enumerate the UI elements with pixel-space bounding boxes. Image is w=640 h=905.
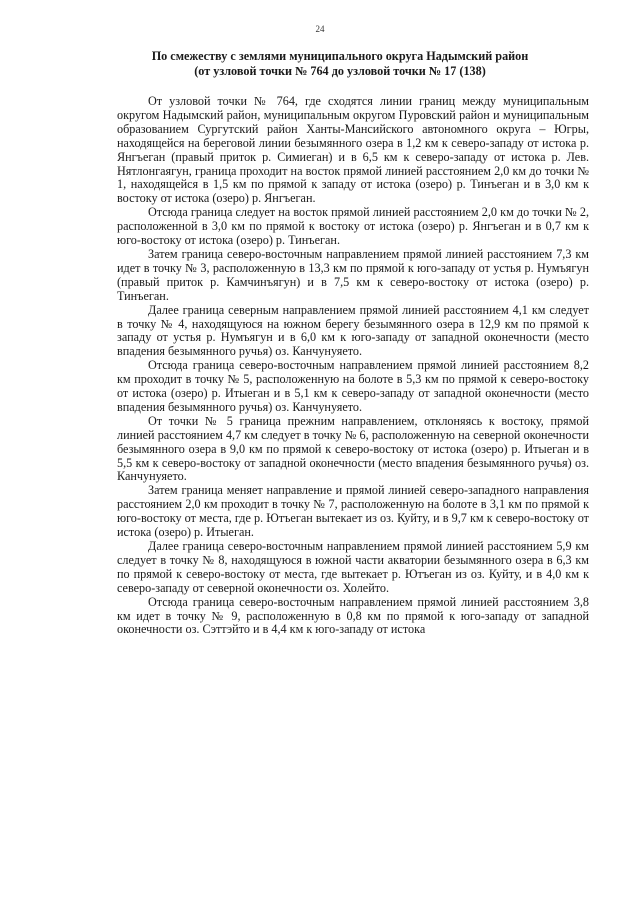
paragraph: От узловой точки № 764, где сходятся линии границ между муниципальным округом Надымский район, муниципальным округом Пуровский район и муниципальным образованием Сургутский район Ханты-Мансийского автономного округа – Югры, находящейся на береговой линии безымянного озера в 1,2 км к северо-западу от истока р. Янгъеган (правый приток р. Симиеган) и в 6,5 км к северо-западу от истока р. Лев. Нятлонгаягун, граница проходит на восток прямой линией расстоянием 2,0 км до точки № 1, находящейся в 1,5 км по прямой к западу от истока (озеро) р. Тинъеган и в 3,0 км к востоку от истока (озеро) р. Янгъеган. bbox=[117, 94, 589, 206]
paragraph: Отсюда граница северо-восточным направлением прямой линией расстоянием 8,2 км проходит в точку № 5, расположенную на болоте в 5,3 км по прямой к северо-востоку от истока (озеро) р. Итыеган и в 5,1 км к северо-западу от западной оконечности (место впадения безымянного ручья) оз. Канчунуяето. bbox=[117, 358, 589, 414]
paragraph: Затем граница северо-восточным направлением прямой линией расстоянием 7,3 км идет в точку № 3, расположенную в 13,3 км по прямой к юго-западу от устья р. Нумъягун (правый приток р. Камчинъягун) и в 7,5 км к северо-востоку от истока (озеро) р. Тинъеган. bbox=[117, 246, 589, 303]
paragraph: Отсюда граница северо-восточным направлением прямой линией расстоянием 3,8 км идет в точку № 9, расположенную в 0,8 км по прямой к юго-западу от западной оконечности оз. Сэттэйто и в 4,4 км к юго-западу от истока bbox=[117, 594, 589, 637]
section-title-line-1: По смежеству с землями муниципального округа Надымский район bbox=[151, 49, 529, 63]
paragraph: Затем граница меняет направление и прямой линией северо-западного направления расстоянием 2,0 км проходит в точку № 7, расположенную на болоте в 3,1 км по прямой к юго-востоку от места, где р. Ютъеган вытекает из оз. Куйту, и в 9,7 км к северо-востоку от истока (озеро) р. Итыеган. bbox=[117, 483, 589, 540]
paragraph: Отсюда граница следует на восток прямой линией расстоянием 2,0 км до точки № 2, расположенной в 3,0 км по прямой к востоку от истока (озеро) р. Янгъеган и в 0,7 км к юго-востоку от истока (озеро) р. Тинъеган. bbox=[117, 205, 589, 248]
section-title bbox=[100, 49, 580, 79]
paragraph: Далее граница северо-восточным направлением прямой линией расстоянием 5,9 км следует в точку № 8, находящуюся в южной части акватории безымянного озера в 6,3 км по прямой к северо-востоку от места, где вытекает р. Ютъеган из оз. Куйту, и в 4,0 км к северо-западу от северной оконечности оз. Холейто. bbox=[117, 539, 589, 595]
section-title-line-2: (от узловой точки № 764 до узловой точки № 17 (138) bbox=[194, 64, 486, 78]
paragraph: От точки № 5 граница прежним направлением, отклоняясь к востоку, прямой линией расстоянием 4,7 км следует в точку № 6, расположенную на северной оконечности безымянного озера в 9,0 км по прямой к северо-востоку от истока (озеро) р. Итыеган и в 5,5 км к северо-востоку от западной оконечности (место впадения безымянного ручья) оз. Канчунуяето. bbox=[117, 413, 589, 484]
page-number: 24 bbox=[315, 24, 325, 34]
document-body bbox=[117, 95, 589, 637]
paragraph: Далее граница северным направлением прямой линией расстоянием 4,1 км следует в точку № 4, находящуюся на южном берегу безымянного озера в 12,9 км по прямой к западу от устья р. Нумъягун и в 6,0 км к юго-западу от западной оконечности (место впадения безымянного ручья) оз. Канчунуяето. bbox=[117, 302, 589, 359]
